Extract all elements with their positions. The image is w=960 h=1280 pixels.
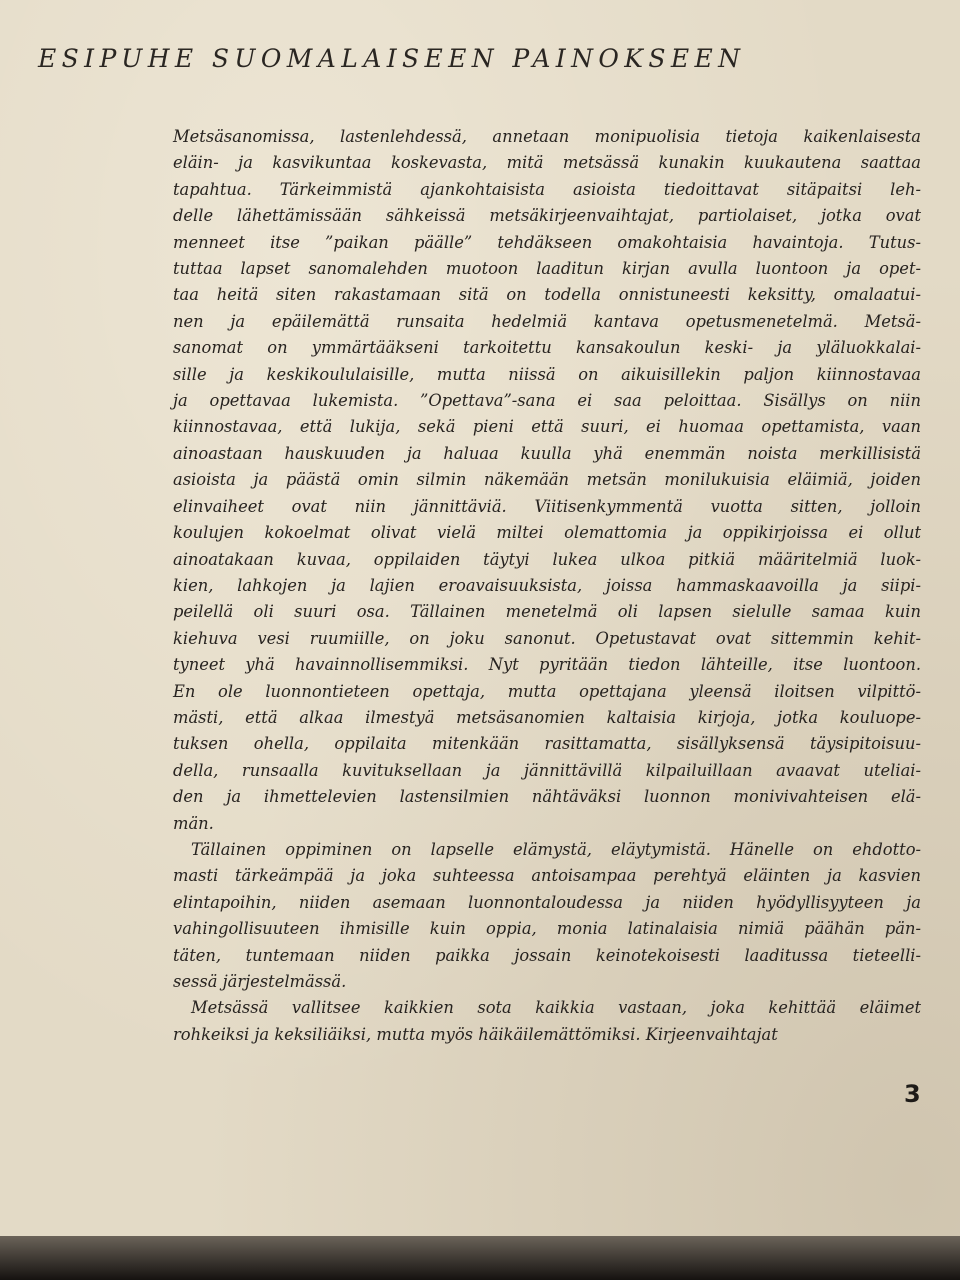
text-line: kiinnostavaa, että lukija, sekä pieni että suuri, ei huomaa opettamista, vaan — [173, 417, 921, 437]
text-line: mästi, että alkaa ilmestyä metsäsanomien kaltaisia kirjoja, jotka kouluope- — [173, 707, 921, 727]
text-line: kiehuva vesi ruumiille, on joku sanonut. Opetustavat ovat sittemmin kehit- — [173, 628, 921, 648]
text-line: sille ja keskikoululaisille, mutta niissä on aikuisillekin paljon kiinnostavaa — [173, 364, 921, 384]
text-line: täten, tuntemaan niiden paikka jossain keinotekoisesti laaditussa tieteelli- — [173, 945, 921, 965]
page-number: 3 — [904, 1080, 921, 1108]
paragraph — [173, 837, 921, 995]
text-line: sessä järjestelmässä. — [173, 972, 347, 991]
text-line: vahingollisuuteen ihmisille kuin oppia, monia latinalaisia nimiä päähän pän- — [173, 919, 921, 939]
text-line: tuttaa lapset sanomalehden muotoon laaditun kirjan avulla luontoon ja opet- — [173, 259, 921, 279]
text-line: sanomat on ymmärtääkseni tarkoitettu kansakoulun keski- ja yläluokkalai- — [173, 338, 921, 358]
page-heading: ESIPUHE SUOMALAISEEN PAINOKSEEN — [38, 44, 746, 73]
text-line: Tällainen oppiminen on lapselle elämystä, eläytymistä. Hänelle on ehdotto- — [191, 839, 921, 859]
page-edge-shadow — [0, 1236, 960, 1280]
text-line: masti tärkeämpää ja joka suhteessa antoisampaa perehtyä eläinten ja kasvien — [173, 866, 921, 886]
text-line: tapahtua. Tärkeimmistä ajankohtaisista asioista tiedoittavat sitäpaitsi leh- — [173, 179, 921, 199]
text-line: rohkeiksi ja keksiliäiksi, mutta myös häikäilemättömiksi. Kirjeenvaihtajat — [173, 1024, 778, 1044]
text-line: taa heitä siten rakastamaan sitä on todella onnistuneesti keksitty, omalaatui- — [173, 285, 921, 305]
text-line: elinvaiheet ovat niin jännittäviä. Viitisenkymmentä vuotta sitten, jolloin — [173, 496, 921, 516]
text-line: ainoastaan hauskuuden ja haluaa kuulla yhä enemmän noista merkillisistä — [173, 443, 921, 463]
text-line: En ole luonnontieteen opettaja, mutta opettajana yleensä iloitsen vilpittö- — [173, 681, 921, 701]
text-line: della, runsaalla kuvituksellaan ja jännittävillä kilpailuillaan avaavat uteliai- — [173, 760, 921, 780]
text-line: Metsässä vallitsee kaikkien sota kaikkia vastaan, joka kehittää eläimet — [191, 998, 921, 1018]
text-line: koulujen kokoelmat olivat vielä miltei olemattomia ja oppikirjoissa ei ollut — [173, 523, 921, 543]
text-line: ainoatakaan kuvaa, oppilaiden täytyi lukea ulkoa pitkiä määritelmiä luok- — [173, 549, 921, 569]
body-text — [173, 124, 921, 1048]
text-line: eläin- ja kasvikuntaa koskevasta, mitä metsässä kunakin kuukautena saattaa — [173, 153, 921, 173]
text-line: tyneet yhä havainnollisemmiksi. Nyt pyritään tiedon lähteille, itse luontoon. — [173, 655, 921, 675]
paragraph — [173, 995, 921, 1048]
text-line: tuksen ohella, oppilaita mitenkään rasittamatta, sisällyksensä täysipitoisuu- — [173, 734, 921, 754]
text-line: Metsäsanomissa, lastenlehdessä, annetaan monipuolisia tietoja kaikenlaisesta — [173, 127, 921, 146]
paragraph — [173, 124, 921, 837]
text-line: asioista ja päästä omin silmin näkemään metsän monilukuisia eläimiä, joiden — [173, 470, 921, 490]
text-line: ja opettavaa lukemista. ”Opettava”-sana ei saa peloittaa. Sisällys on niin — [173, 391, 921, 411]
text-line: elintapoihin, niiden asemaan luonnontaloudessa ja niiden hyödyllisyyteen ja — [173, 892, 921, 912]
text-line: kien, lahkojen ja lajien eroavaisuuksista, joissa hammaskaavoilla ja siipi- — [173, 575, 921, 595]
text-line: peilellä oli suuri osa. Tällainen menetelmä oli lapsen sielulle samaa kuin — [173, 602, 921, 622]
text-line: delle lähettämissään sähkeissä metsäkirjeenvaihtajat, partiolaiset, jotka ovat — [173, 206, 921, 226]
text-line: den ja ihmettelevien lastensilmien nähtäväksi luonnon monivivahteisen elä- — [173, 787, 921, 807]
text-line: menneet itse ”paikan päälle” tehdäkseen omakohtaisia havaintoja. Tutus- — [173, 232, 921, 252]
text-line: män. — [173, 813, 214, 833]
text-line: nen ja epäilemättä runsaita hedelmiä kantava opetusmenetelmä. Metsä- — [173, 311, 921, 331]
